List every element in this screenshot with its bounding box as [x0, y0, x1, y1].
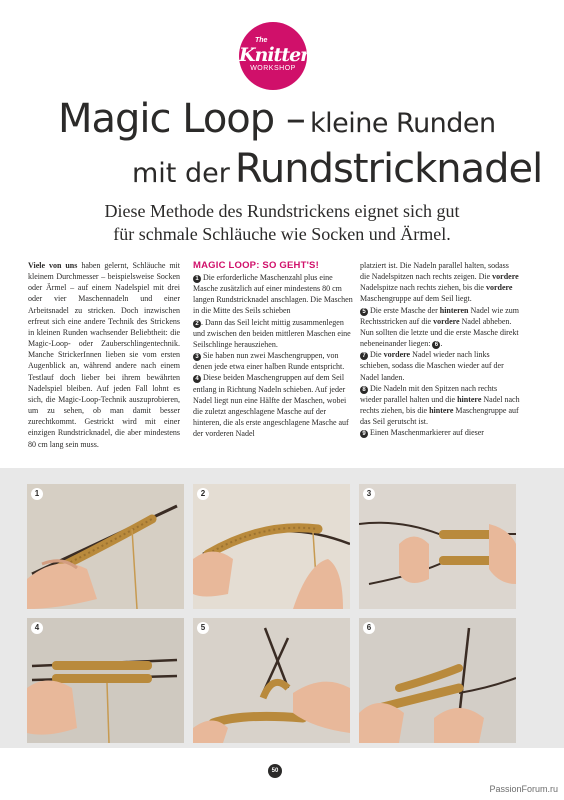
watermark: PassionForum.ru: [489, 784, 558, 794]
photo-step-5-image: [193, 618, 350, 743]
steps-column-2: [360, 260, 520, 439]
photo-step-6-image: [359, 618, 516, 743]
step-5-text: .: [440, 339, 443, 349]
step-5-text: Nadel wie zum Rechtsstricken auf die: [360, 305, 519, 326]
title-kleine-runden: kleine Runden: [309, 108, 496, 139]
photo-label-5: 5: [197, 622, 209, 634]
step-8-text: Maschengruppe auf das Seil gerutscht ist.: [360, 406, 519, 427]
step-4-text: Maschengruppe auf dem Seil liegt.: [360, 294, 472, 304]
subtitle-line-1: Diese Methode des Rundstrickens eignet sich gut: [104, 201, 460, 221]
photo-label-2: 2: [197, 488, 209, 500]
title-line-1: [58, 96, 496, 142]
intro-column: [28, 260, 180, 450]
photo-step-2-image: [193, 484, 350, 609]
step-8-text: Die Nadeln mit den Spitzen nach rechts wieder parallel halten und die: [360, 383, 498, 404]
photo-step-5: [193, 618, 350, 743]
intro-lead: Viele von uns: [28, 261, 78, 270]
photo-label-3: 3: [363, 488, 375, 500]
photo-step-2: [193, 484, 350, 609]
emphasis: hintere: [429, 406, 454, 416]
the-knitter-logo: [239, 22, 310, 90]
photo-step-3-image: [359, 484, 516, 609]
photo-label-6: 6: [363, 622, 375, 634]
photo-label-4: 4: [31, 622, 43, 634]
step-text-3: Sie haben nun zwei Maschengruppen, von denen jede etwa einer halben Runde entspricht.: [193, 351, 345, 372]
subtitle-line-2: für schmale Schläuche wie Socken und Ärmel.: [113, 224, 451, 244]
steps-list: [193, 272, 353, 439]
intro-text: haben gelernt, Schläuche mit kleinem Durchmesser – beispielsweise Socken oder Ärmel – auf einem Nadelspiel mit drei oder vier Maschennadeln und einer Arbeitsnadel zu stricken. Doch inzwischen erfreut sich eine andere Technik des Strickens in kleinen Runden wachsender Beliebtheit: die Magic-Loop- oder Zauberschlingentechnik. Manche StrickerInnen lieben sie vom ersten Augenblick an, während andere nach einem Testlauf doch lieber bei ihrem bewährten Nadelspiel bleiben. Auf jeden Fall lohnt es sich, die Magic-Loop-Technik auszuprobieren, um zu sehen, ob man damit besser zurechtkommt. Gestrickt wird mit einer einzigen Rundstricknadel, die aber mindestens 80 cm lang sein muss.: [28, 261, 180, 449]
title-mit-der: mit der: [132, 158, 230, 189]
step-number-4: 4: [193, 375, 201, 383]
emphasis: vordere: [383, 350, 411, 360]
step-number-1: 1: [193, 275, 201, 283]
step-8-text: Nadel nach rechts ziehen, bis die: [360, 394, 520, 416]
emphasis: hinteren: [439, 305, 469, 315]
steps-column-1: [193, 260, 353, 439]
subtitle: [60, 200, 504, 246]
logo-workshop: WORKSHOP: [250, 65, 296, 72]
photo-reference-6: 6: [432, 341, 440, 349]
logo-knitter: Knitter: [239, 44, 310, 66]
step-number-3: 3: [193, 353, 201, 361]
step-number-9: 9: [360, 430, 368, 438]
title-line-2: [132, 146, 542, 192]
photo-step-3: [359, 484, 516, 609]
step-number-5: 5: [360, 308, 368, 316]
step-7-text: Nadel wieder nach links schieben, sodass die Maschen wieder auf der Nadel landen.: [360, 350, 504, 382]
emphasis: vordere: [485, 283, 513, 293]
steps-heading: MAGIC LOOP: SO GEHT'S!: [193, 260, 319, 271]
step-4-text: Nadelspitze nach rechts ziehen, bis die: [360, 283, 486, 293]
step-text-1: Die erforderliche Maschenzahl plus eine Masche zusätzlich auf einer mindestens 80 cm langen Rundstricknadel anschlagen. Die Maschen in die Mitte des Seils schieben: [193, 273, 353, 316]
step-number-8: 8: [360, 386, 368, 394]
photo-step-4-image: [27, 618, 184, 743]
step-number-2: 2: [193, 320, 201, 328]
photo-label-1: 1: [31, 488, 43, 500]
photo-step-1: [27, 484, 184, 609]
page-number: 50: [268, 764, 282, 778]
photo-step-4: [27, 618, 184, 743]
photo-step-6: [359, 618, 516, 743]
logo-the: The: [255, 37, 268, 44]
step-4-continued: platziert ist. Die Nadeln parallel halten, sodass die Nadelspitzen nach rechts zeigen. Die: [360, 261, 509, 282]
emphasis: hintere: [457, 394, 482, 404]
title-magic-loop: Magic Loop –: [58, 96, 305, 142]
photo-step-1-image: [27, 484, 184, 609]
step-text-4: Diese beiden Maschengruppen auf dem Seil entlang in Richtung Nadeln schieben. Auf jeder Nadel liegt nun eine Hälfte der Maschen, wobei die zuletzt angeschlagene Masche auf der hinteren, die als erste angeschlagene Masche auf der vorderen Nadel: [193, 373, 349, 439]
emphasis: vordere: [433, 316, 460, 326]
emphasis: vordere: [492, 272, 519, 282]
step-9-text: Einen Maschenmarkierer auf dieser: [368, 428, 484, 438]
step-number-7: 7: [360, 352, 368, 360]
step-text-2: . Dann das Seil leicht mittig zusammenlegen und zwischen den beiden mittleren Maschen eine Seilschlinge herausziehen.: [193, 317, 351, 349]
step-5-text: Nadel abheben. Nun sollten die letzte und die erste Masche direkt nebeneinander liegen:: [360, 316, 519, 349]
step-7-text: Die: [368, 350, 384, 360]
step-5-text: Die erste Masche der: [368, 305, 440, 315]
title-rundstricknadel: Rundstricknadel: [234, 146, 543, 192]
